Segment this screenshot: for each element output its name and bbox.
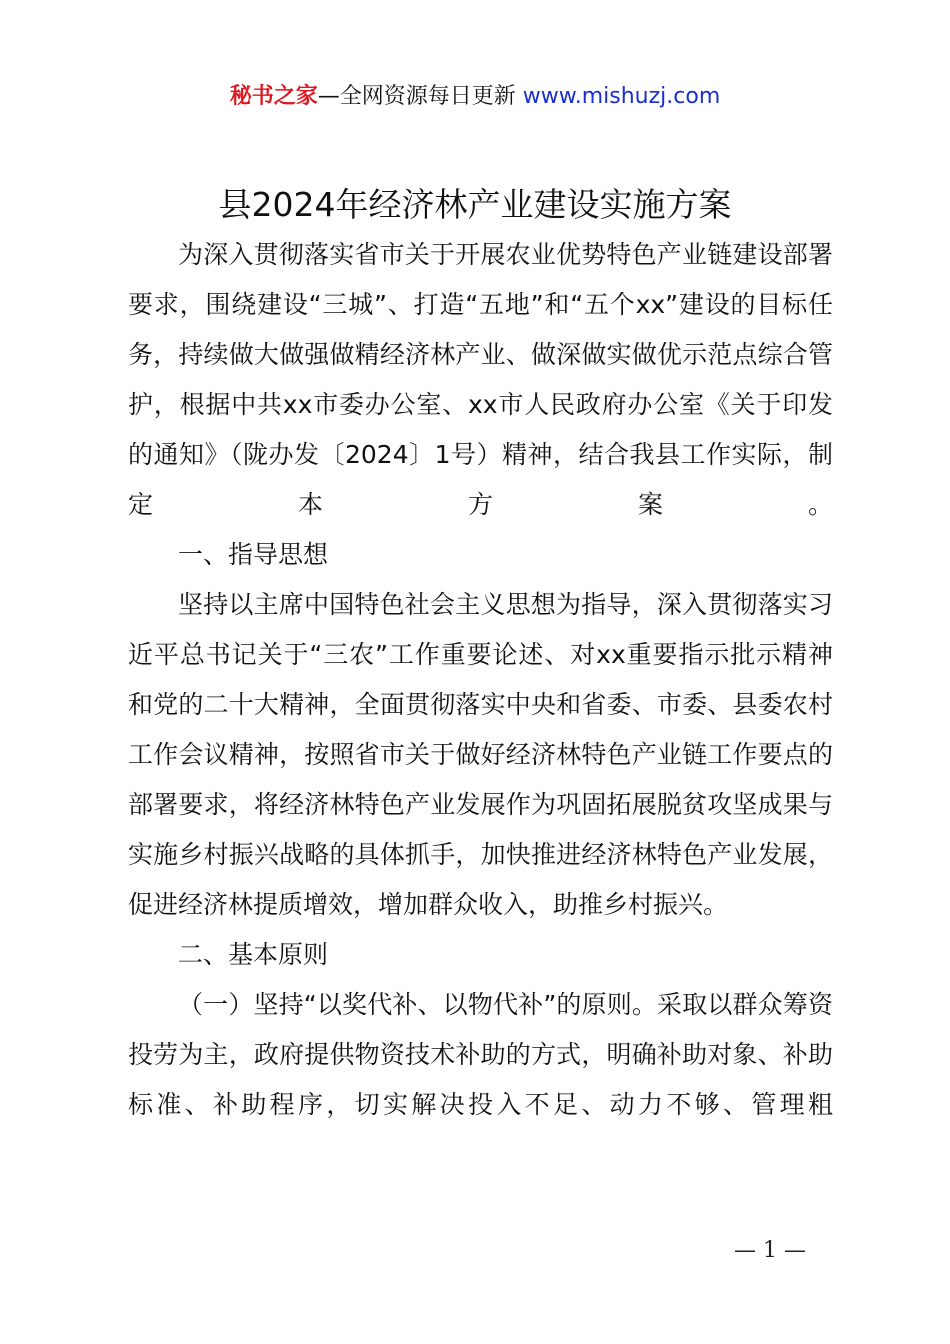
document-title: 县2024年经济林产业建设实施方案 [218, 185, 732, 224]
document-body [128, 230, 833, 1130]
principle-one-paragraph: （一）坚持“以奖代补、以物代补”的原则。采取以群众筹资投劳为主，政府提供物资技术补助的方式，明确补助对象、补助标准、补助程序，切实解决投入不足、动力不够、管理粗 [128, 990, 833, 1119]
section-heading-basic-principles: 二、基本原则 [178, 940, 329, 969]
banner-brand: 秘书之家 [229, 84, 318, 109]
site-banner [0, 82, 950, 112]
intro-paragraph: 为深入贯彻落实省市关于开展农业优势特色产业链建设部署要求，围绕建设“三城”、打造“五地”和“五个xx”建设的目标任务，持续做大做强做精经济林产业、做深做实做优示范点综合管护，根据中共xx市委办公室、xx市人民政府办公室《关于印发的通知》（陇办发〔2024〕1号）精神，结合我县工作实际，制定本方案。 [128, 240, 833, 519]
banner-tagline: —全网资源每日更新 [317, 84, 516, 109]
page-number: — 1 — [734, 1238, 806, 1263]
section-heading-guiding-thought: 一、指导思想 [178, 540, 329, 569]
guiding-thought-paragraph: 坚持以主席中国特色社会主义思想为指导，深入贯彻落实习近平总书记关于“三农”工作重要论述、对xx重要指示批示精神和党的二十大精神，全面贯彻落实中央和省委、市委、县委农村工作会议精神，按照省市关于做好经济林特色产业链工作要点的部署要求，将经济林特色产业发展作为巩固拓展脱贫攻坚成果与实施乡村振兴战略的具体抓手，加快推进经济林特色产业发展，促进经济林提质增效，增加群众收入，助推乡村振兴。 [128, 590, 833, 919]
banner-url-link[interactable]: www.mishuzj.com [522, 84, 721, 109]
